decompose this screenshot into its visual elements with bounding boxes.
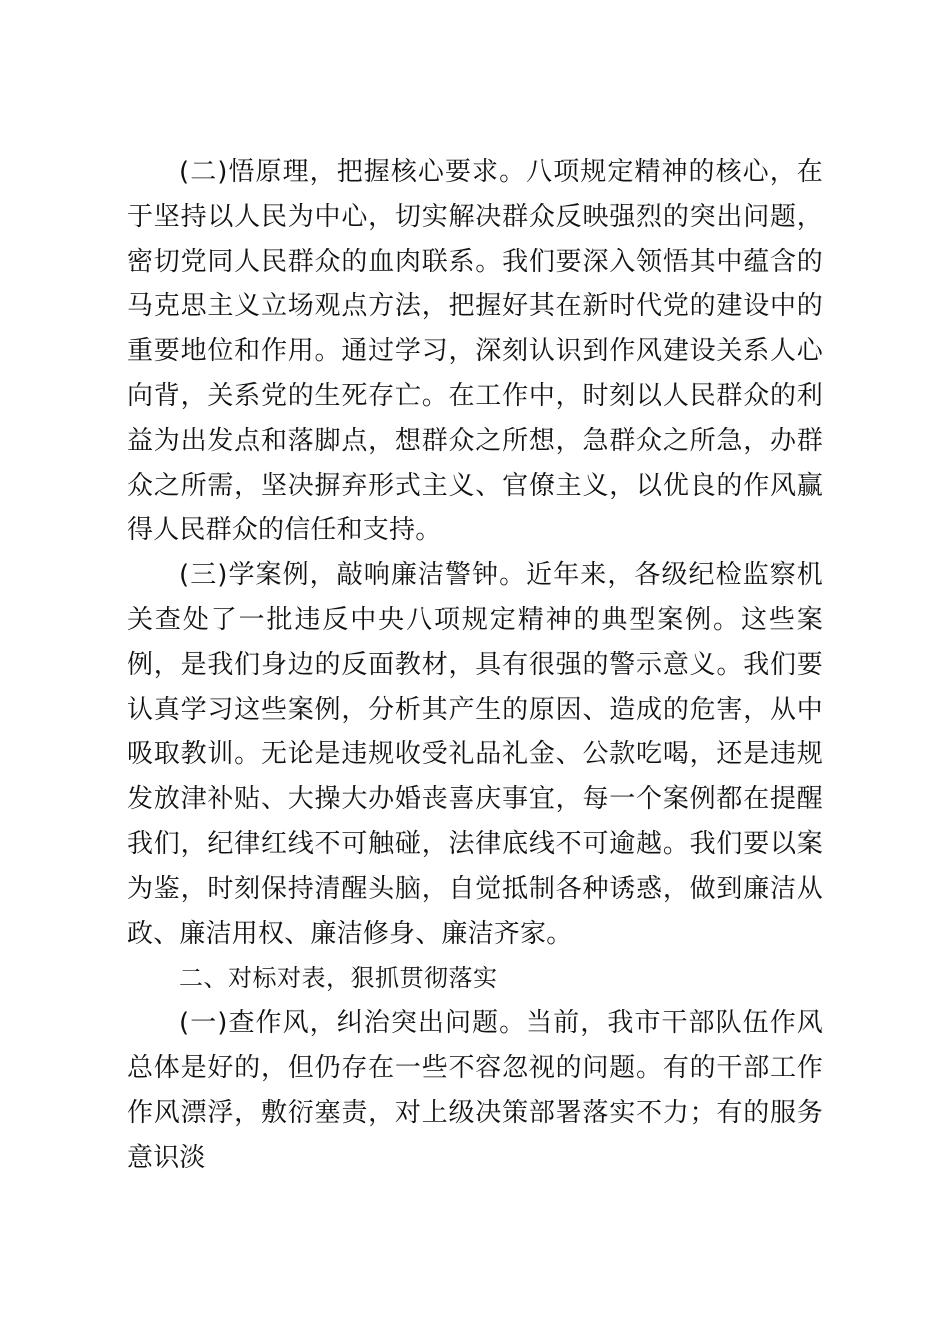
section-heading: 二、对标对表，狠抓贯彻落实 [179, 964, 498, 993]
document-body [127, 150, 823, 1180]
paragraph-study-cases: (三)学案例，敲响廉洁警钟。近年来，各级纪检监察机关查处了一批违反中央八项规定精神的典型案例。这些案例，是我们身边的反面教材，具有很强的警示意义。我们要认真学习这些案例，分析其产生的原因、造成的危害，从中吸取教训。无论是违规收受礼品礼金、公款吃喝，还是违规发放津补贴、大操大办婚丧喜庆事宜，每一个案例都在提醒我们，纪律红线不可触碰，法律底线不可逾越。我们要以案为鉴，时刻保持清醒头脑，自觉抵制各种诱惑，做到廉洁从政、廉洁用权、廉洁修身、廉洁齐家。 [127, 560, 823, 949]
paragraph-understand-principles: (二)悟原理，把握核心要求。八项规定精神的核心，在于坚持以人民为中心，切实解决群众反映强烈的突出问题，密切党同人民群众的血肉联系。我们要深入领悟其中蕴含的马克思主义立场观点方法，把握好其在新时代党的建设中的重要地位和作用。通过学习，深刻认识到作风建设关系人心向背，关系党的生死存亡。在工作中，时刻以人民群众的利益为出发点和落脚点，想群众之所想，急群众之所急，办群众之所需，坚决摒弃形式主义、官僚主义，以优良的作风赢得人民群众的信任和支持。 [127, 157, 823, 546]
paragraph-check-style: (一)查作风，纠治突出问题。当前，我市干部队伍作风总体是好的，但仍存在一些不容忽视的问题。有的干部工作作风漂浮，敷衍塞责，对上级决策部署落实不力；有的服务意识淡 [127, 1008, 823, 1173]
